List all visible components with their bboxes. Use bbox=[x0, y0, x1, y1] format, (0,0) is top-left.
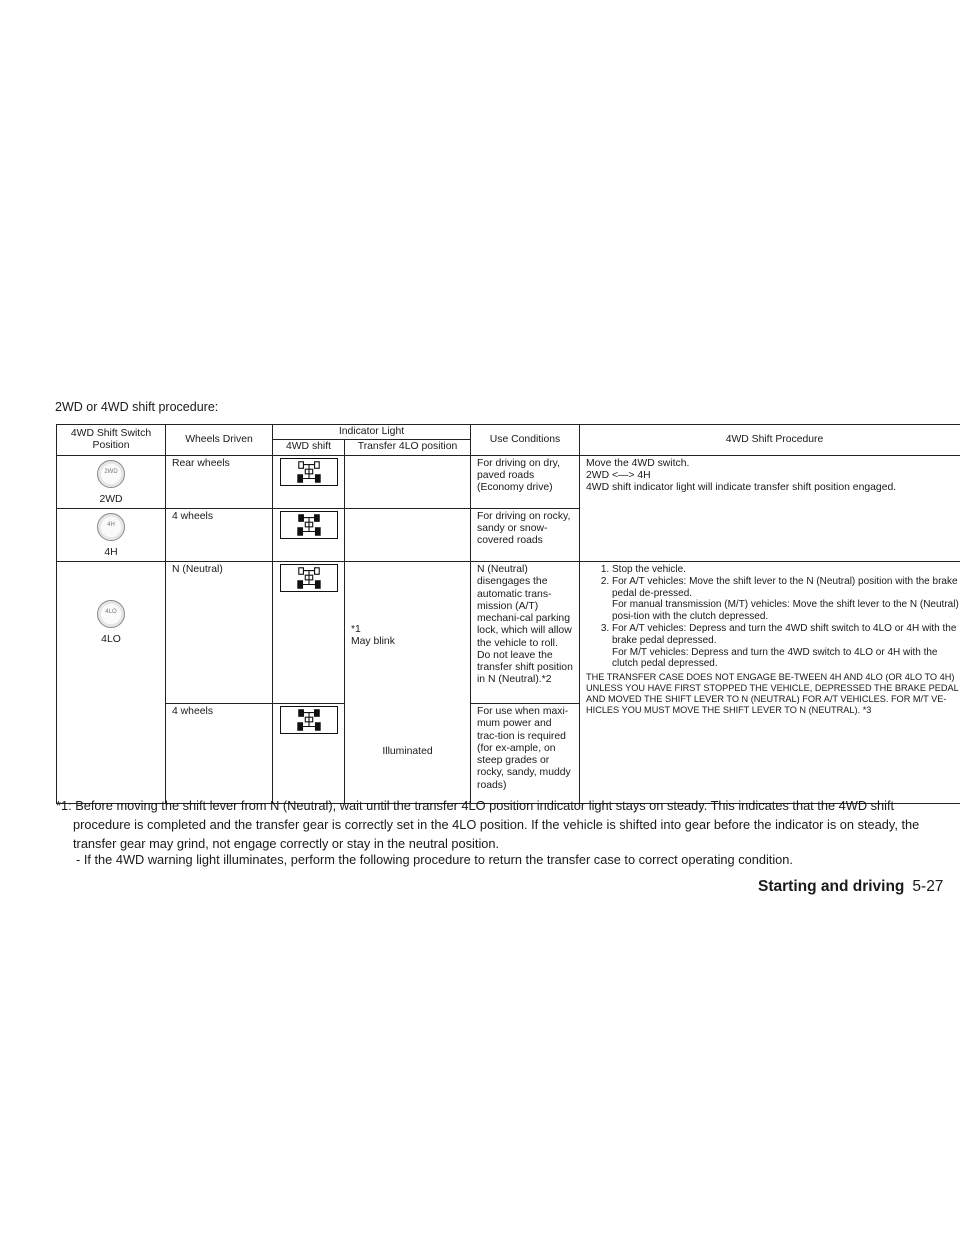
transfer-cell-merged: *1 May blink Illuminated bbox=[345, 562, 471, 804]
wheels-cell: 4 wheels bbox=[166, 508, 273, 561]
header-procedure: 4WD Shift Procedure bbox=[580, 425, 960, 456]
shift-procedure-table bbox=[56, 424, 960, 804]
footnote-1: *1: Before moving the shift lever from N (Neutral), wait until the transfer 4LO position indicator light stays on steady. This indicates that the 4WD shift procedure is completed and the transfer gear is correctly set in the 4LO position. If the vehicle is shifted into gear before the indicator is on steady, the transfer gear may grind, not engage correctly or stay in the neutral position. bbox=[56, 798, 920, 852]
transfer-cell bbox=[345, 455, 471, 508]
procedure-detailed bbox=[580, 562, 960, 804]
switch-knob-2wd-icon: 2WD bbox=[97, 460, 125, 488]
position-4lo: 4LO 4LO bbox=[57, 562, 166, 804]
wheels-cell: N (Neutral) bbox=[166, 562, 273, 704]
use-cell: For use when maxi-mum power and trac-tion is required (for ex-ample, on steep grades or rocky, sandy, muddy roads) bbox=[471, 704, 580, 804]
wheels-cell: 4 wheels bbox=[166, 704, 273, 804]
section-title: Starting and driving bbox=[758, 878, 905, 895]
position-4h: 4H 4H bbox=[57, 508, 166, 561]
header-wheels: Wheels Driven bbox=[166, 425, 273, 456]
header-use: Use Conditions bbox=[471, 425, 580, 456]
procedure-step: 3. For A/T vehicles: Depress and turn the 4WD shift switch to 4LO or 4H with the brake pedal depressed. For M/T vehicles: Depress and turn the 4WD switch to 4LO or 4H with the clutch pedal depressed. bbox=[612, 623, 960, 670]
caution-text: THE TRANSFER CASE DOES NOT ENGAGE BE-TWEEN 4H AND 4LO (OR 4LO TO 4H) UNLESS YOU HAVE FIRST STOPPED THE VEHICLE, DEPRESSED THE BRAKE PEDAL AND MOVED THE SHIFT LEVER TO N (NEUTRAL) FOR A/T VEHICLES. FOR M/T VE-HICLES YOU MUST MOVE THE SHIFT LEVER TO N (NEUTRAL). *3 bbox=[586, 672, 959, 715]
indicator-cell bbox=[273, 704, 345, 804]
indicator-cell bbox=[273, 562, 345, 704]
neutral-indicator-icon bbox=[280, 564, 338, 592]
four-wheel-drive-indicator-icon bbox=[280, 511, 338, 539]
page-footer bbox=[758, 878, 943, 896]
wheels-cell: Rear wheels bbox=[166, 455, 273, 508]
indicator-cell bbox=[273, 455, 345, 508]
footnote-2: - If the 4WD warning light illuminates, perform the following procedure to return the transfer case to correct operating condition. bbox=[76, 852, 793, 867]
procedure-simple: Move the 4WD switch. 2WD <—> 4H 4WD shift indicator light will indicate transfer shift position engaged. bbox=[580, 455, 960, 562]
use-cell: N (Neutral) disengages the automatic trans-mission (A/T) mechani-cal parking lock, which will allow the vehicle to roll. Do not leave the transfer shift position in N (Neutral).*2 bbox=[471, 562, 580, 704]
page-number: 5-27 bbox=[912, 878, 944, 895]
procedure-steps bbox=[586, 564, 960, 670]
procedure-step: 2. For A/T vehicles: Move the shift lever to the N (Neutral) position with the brake pedal de-pressed. For manual transmission (M/T) vehicles: Move the shift lever to the N (Neutral) posi-tion with the clutch depressed. bbox=[612, 576, 960, 623]
header-transfer: Transfer 4LO position bbox=[345, 440, 471, 455]
procedure-step: 1. Stop the vehicle. bbox=[612, 564, 960, 576]
header-shift: 4WD shift bbox=[273, 440, 345, 455]
header-indicator: Indicator Light bbox=[273, 425, 471, 440]
rear-drive-indicator-icon bbox=[280, 458, 338, 486]
use-cell: For driving on rocky, sandy or snow-covered roads bbox=[471, 508, 580, 561]
switch-knob-4lo-icon: 4LO bbox=[97, 600, 125, 628]
four-wheel-drive-indicator-icon bbox=[280, 706, 338, 734]
use-cell: For driving on dry, paved roads (Economy drive) bbox=[471, 455, 580, 508]
intro-heading: 2WD or 4WD shift procedure: bbox=[55, 400, 219, 414]
indicator-cell bbox=[273, 508, 345, 561]
transfer-cell bbox=[345, 508, 471, 561]
position-2wd: 2WD 2WD bbox=[57, 455, 166, 508]
switch-knob-4h-icon: 4H bbox=[97, 513, 125, 541]
header-position: 4WD Shift Switch Position bbox=[57, 425, 166, 456]
